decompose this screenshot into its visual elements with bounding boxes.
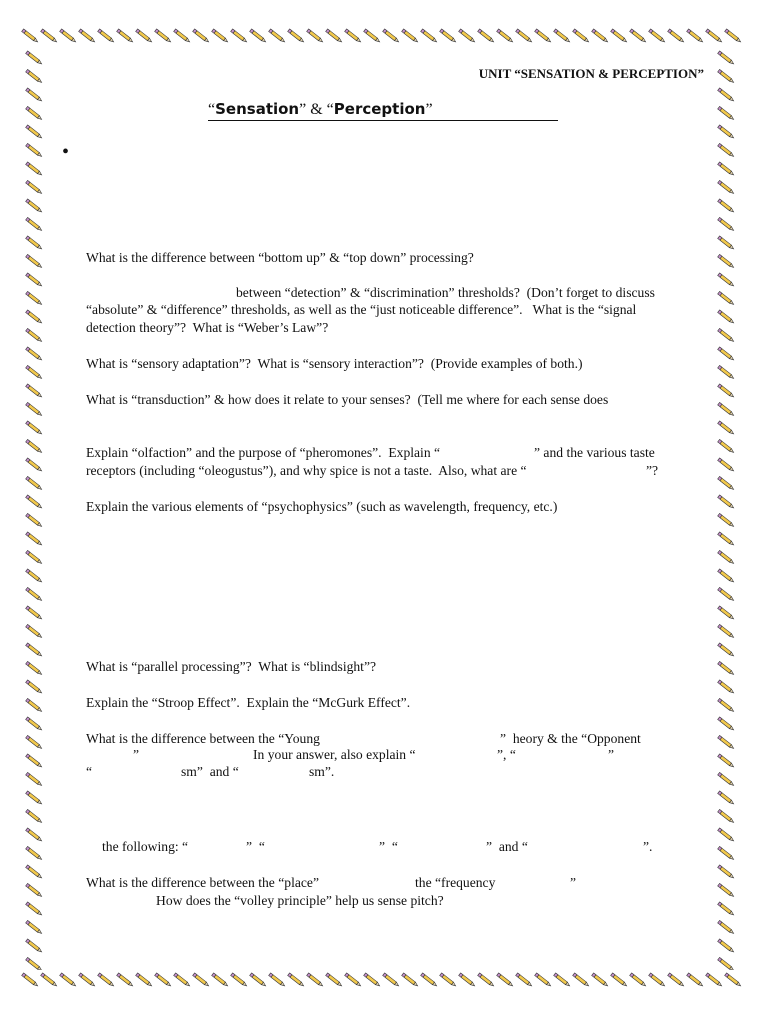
question-color-theory-a1: What is the difference between the “Young <box>86 731 320 746</box>
pencil-icon <box>718 254 735 268</box>
pencil-icon <box>718 347 735 361</box>
pencil-icon <box>26 273 43 287</box>
pencil-icon <box>307 29 324 43</box>
question-stroop: Explain the “Stroop Effect”. Explain the “McGurk Effect”. <box>86 695 411 710</box>
pencil-icon <box>554 973 571 987</box>
pencil-icon <box>718 310 735 324</box>
pencil-icon <box>22 29 39 43</box>
pencil-icon <box>26 828 43 842</box>
pencil-icon <box>383 973 400 987</box>
pencil-icon <box>718 162 735 176</box>
question-following-4: ” and “ <box>486 839 528 854</box>
pencil-icon <box>718 143 735 157</box>
pencil-icon <box>421 973 438 987</box>
pencil-icon <box>668 973 685 987</box>
title-word-perception: Perception <box>333 100 426 118</box>
pencil-icon <box>718 69 735 83</box>
pencil-icon <box>687 29 704 43</box>
pencil-icon <box>26 550 43 564</box>
pencil-icon <box>193 29 210 43</box>
question-color-theory-b3: ”, “ <box>497 747 516 762</box>
pencil-icon <box>26 606 43 620</box>
question-color-theory-b4: ” <box>608 747 615 762</box>
question-pitch-a3: ” <box>570 875 577 890</box>
pencil-icon <box>725 29 742 43</box>
pencil-icon <box>26 791 43 805</box>
pencil-icon <box>26 698 43 712</box>
question-color-theory-c3: sm”. <box>309 764 335 779</box>
pencil-icon <box>26 439 43 453</box>
pencil-icon <box>718 273 735 287</box>
pencil-icon <box>718 569 735 583</box>
question-olfaction-a1: Explain “olfaction” and the purpose of “pheromones”. Explain “ <box>86 445 441 460</box>
question-parallel: What is “parallel processing”? What is “blindsight”? <box>86 659 377 674</box>
pencil-icon <box>136 973 153 987</box>
pencil-icon <box>26 772 43 786</box>
pencil-icon <box>718 402 735 416</box>
bullet-point: • <box>62 141 70 163</box>
pencil-icon <box>174 29 191 43</box>
pencil-icon <box>718 754 735 768</box>
question-color-theory-b2: In your answer, also explain “ <box>253 747 416 762</box>
pencil-icon <box>718 680 735 694</box>
pencil-icon <box>26 717 43 731</box>
pencil-icon <box>117 29 134 43</box>
pencil-icon <box>231 973 248 987</box>
question-following-1: the following: “ <box>102 839 189 854</box>
question-following-5: ”. <box>643 839 653 854</box>
pencil-icon <box>250 973 267 987</box>
question-transduction: What is “transduction” & how does it relate to your senses? (Tell me where for each sense does <box>86 392 609 407</box>
pencil-icon <box>402 29 419 43</box>
pencil-icon <box>26 495 43 509</box>
pencil-icon <box>26 199 43 213</box>
pencil-icon <box>718 939 735 953</box>
pencil-icon <box>26 328 43 342</box>
pencil-icon <box>26 957 43 970</box>
pencil-icon <box>718 846 735 860</box>
question-thresholds-line2: “absolute” & “difference” thresholds, as well as the “just noticeable difference”. What is the “signal <box>86 302 637 317</box>
pencil-icon <box>26 569 43 583</box>
pencil-icon <box>26 106 43 120</box>
pencil-icon <box>326 973 343 987</box>
pencil-icon <box>212 29 229 43</box>
pencil-icon <box>288 973 305 987</box>
pencil-icon <box>364 973 381 987</box>
pencil-icon <box>22 973 39 987</box>
pencil-icon <box>421 29 438 43</box>
pencil-icon <box>269 29 286 43</box>
pencil-icon <box>718 920 735 934</box>
pencil-icon <box>718 458 735 472</box>
pencil-icon <box>718 957 735 970</box>
pencil-icon <box>26 680 43 694</box>
page-title <box>208 100 558 121</box>
pencil-icon <box>26 365 43 379</box>
pencil-icon <box>79 973 96 987</box>
pencil-icon <box>718 291 735 305</box>
pencil-icon <box>718 217 735 231</box>
pencil-icon <box>98 29 115 43</box>
pencil-icon <box>26 624 43 638</box>
pencil-icon <box>573 973 590 987</box>
question-color-theory-c1: “ <box>86 764 93 779</box>
pencil-icon <box>718 587 735 601</box>
pencil-border-left <box>24 50 52 970</box>
pencil-icon <box>26 217 43 231</box>
pencil-icon <box>718 791 735 805</box>
pencil-icon <box>718 717 735 731</box>
question-color-theory-a2: ” heory & the “Opponent <box>500 731 641 746</box>
pencil-icon <box>269 973 286 987</box>
pencil-icon <box>630 29 647 43</box>
pencil-icon <box>326 29 343 43</box>
pencil-icon <box>535 29 552 43</box>
pencil-icon <box>212 973 229 987</box>
pencil-icon <box>459 29 476 43</box>
pencil-icon <box>26 310 43 324</box>
pencil-icon <box>26 587 43 601</box>
pencil-icon <box>718 384 735 398</box>
pencil-icon <box>26 458 43 472</box>
question-bottom-up: What is the difference between “bottom up” & “top down” processing? <box>86 250 474 265</box>
pencil-border-right <box>716 50 744 970</box>
pencil-icon <box>288 29 305 43</box>
pencil-icon <box>79 29 96 43</box>
pencil-icon <box>26 846 43 860</box>
pencil-icon <box>26 347 43 361</box>
pencil-icon <box>725 973 742 987</box>
pencil-icon <box>26 643 43 657</box>
pencil-icon <box>706 29 723 43</box>
pencil-icon <box>592 29 609 43</box>
pencil-icon <box>136 29 153 43</box>
pencil-icon <box>718 624 735 638</box>
pencil-icon <box>26 236 43 250</box>
pencil-icon <box>718 88 735 102</box>
pencil-icon <box>718 661 735 675</box>
pencil-icon <box>155 29 172 43</box>
pencil-icon <box>668 29 685 43</box>
question-pitch-a2: the “frequency <box>415 875 496 890</box>
title-quote-close: ” <box>425 101 433 118</box>
pencil-icon <box>649 29 666 43</box>
pencil-icon <box>718 606 735 620</box>
pencil-icon <box>478 29 495 43</box>
pencil-icon <box>26 125 43 139</box>
pencil-icon <box>26 865 43 879</box>
pencil-icon <box>41 29 58 43</box>
pencil-icon <box>718 199 735 213</box>
pencil-icon <box>60 29 77 43</box>
pencil-icon <box>26 69 43 83</box>
pencil-icon <box>611 973 628 987</box>
pencil-icon <box>478 973 495 987</box>
pencil-icon <box>497 29 514 43</box>
pencil-icon <box>630 973 647 987</box>
pencil-icon <box>26 476 43 490</box>
pencil-icon <box>440 29 457 43</box>
pencil-icon <box>718 439 735 453</box>
question-thresholds-line3: detection theory”? What is “Weber’s Law”? <box>86 320 329 335</box>
pencil-icon <box>554 29 571 43</box>
pencil-icon <box>26 51 43 65</box>
pencil-icon <box>26 143 43 157</box>
pencil-icon <box>718 236 735 250</box>
question-thresholds-line1: between “detection” & “discrimination” thresholds? (Don’t forget to discuss <box>236 285 655 300</box>
pencil-icon <box>26 939 43 953</box>
pencil-icon <box>649 973 666 987</box>
question-adaptation: What is “sensory adaptation”? What is “sensory interaction”? (Provide examples of both.) <box>86 356 583 371</box>
question-pitch-b: How does the “volley principle” help us sense pitch? <box>156 893 444 908</box>
pencil-icon <box>718 698 735 712</box>
pencil-icon <box>26 754 43 768</box>
pencil-icon <box>26 735 43 749</box>
pencil-icon <box>718 51 735 65</box>
pencil-icon <box>718 532 735 546</box>
pencil-icon <box>718 365 735 379</box>
pencil-icon <box>26 661 43 675</box>
pencil-icon <box>718 476 735 490</box>
pencil-icon <box>516 973 533 987</box>
pencil-icon <box>718 643 735 657</box>
pencil-icon <box>592 973 609 987</box>
pencil-icon <box>231 29 248 43</box>
pencil-icon <box>402 973 419 987</box>
pencil-icon <box>26 291 43 305</box>
pencil-icon <box>718 828 735 842</box>
pencil-icon <box>26 883 43 897</box>
question-pitch-a1: What is the difference between the “place” <box>86 875 319 890</box>
pencil-icon <box>98 973 115 987</box>
pencil-icon <box>41 973 58 987</box>
pencil-icon <box>459 973 476 987</box>
pencil-icon <box>345 973 362 987</box>
pencil-icon <box>718 180 735 194</box>
pencil-icon <box>117 973 134 987</box>
pencil-icon <box>26 162 43 176</box>
title-ampersand: ” & “ <box>299 101 334 118</box>
question-olfaction-b2: ”? <box>646 463 659 478</box>
question-color-theory-c2: sm” and “ <box>181 764 239 779</box>
pencil-icon <box>687 973 704 987</box>
pencil-icon <box>718 865 735 879</box>
pencil-icon <box>440 973 457 987</box>
question-psychophysics: Explain the various elements of “psychophysics” (such as wavelength, frequency, etc.) <box>86 499 558 514</box>
pencil-border-top <box>20 26 748 54</box>
title-quote-open: “ <box>208 101 216 118</box>
pencil-icon <box>26 88 43 102</box>
pencil-icon <box>718 809 735 823</box>
pencil-icon <box>26 902 43 916</box>
unit-title: UNIT “SENSATION & PERCEPTION” <box>478 66 704 81</box>
pencil-icon <box>26 384 43 398</box>
pencil-icon <box>718 513 735 527</box>
pencil-icon <box>26 421 43 435</box>
pencil-icon <box>573 29 590 43</box>
pencil-icon <box>718 328 735 342</box>
pencil-icon <box>26 180 43 194</box>
pencil-icon <box>718 421 735 435</box>
question-following-3: ” “ <box>379 839 398 854</box>
pencil-icon <box>345 29 362 43</box>
pencil-icon <box>26 920 43 934</box>
pencil-icon <box>718 106 735 120</box>
question-following-2: ” “ <box>246 839 265 854</box>
pencil-icon <box>26 532 43 546</box>
pencil-icon <box>364 29 381 43</box>
pencil-icon <box>516 29 533 43</box>
pencil-icon <box>60 973 77 987</box>
pencil-icon <box>497 973 514 987</box>
pencil-icon <box>307 973 324 987</box>
pencil-icon <box>250 29 267 43</box>
pencil-icon <box>26 254 43 268</box>
pencil-icon <box>718 772 735 786</box>
pencil-icon <box>26 513 43 527</box>
pencil-icon <box>174 973 191 987</box>
pencil-icon <box>383 29 400 43</box>
pencil-icon <box>535 973 552 987</box>
pencil-icon <box>155 973 172 987</box>
pencil-icon <box>26 402 43 416</box>
pencil-icon <box>718 495 735 509</box>
question-color-theory-b1: ” <box>133 747 140 762</box>
pencil-icon <box>193 973 210 987</box>
pencil-border-bottom <box>20 970 748 998</box>
pencil-icon <box>718 550 735 564</box>
pencil-icon <box>718 125 735 139</box>
pencil-icon <box>718 902 735 916</box>
pencil-icon <box>26 809 43 823</box>
pencil-icon <box>611 29 628 43</box>
title-word-sensation: Sensation <box>215 100 300 118</box>
pencil-icon <box>718 883 735 897</box>
pencil-icon <box>718 735 735 749</box>
question-olfaction-a2: ” and the various taste <box>534 445 655 460</box>
pencil-icon <box>706 973 723 987</box>
question-olfaction-b1: receptors (including “oleogustus”), and why spice is not a taste. Also, what are “ <box>86 463 527 478</box>
